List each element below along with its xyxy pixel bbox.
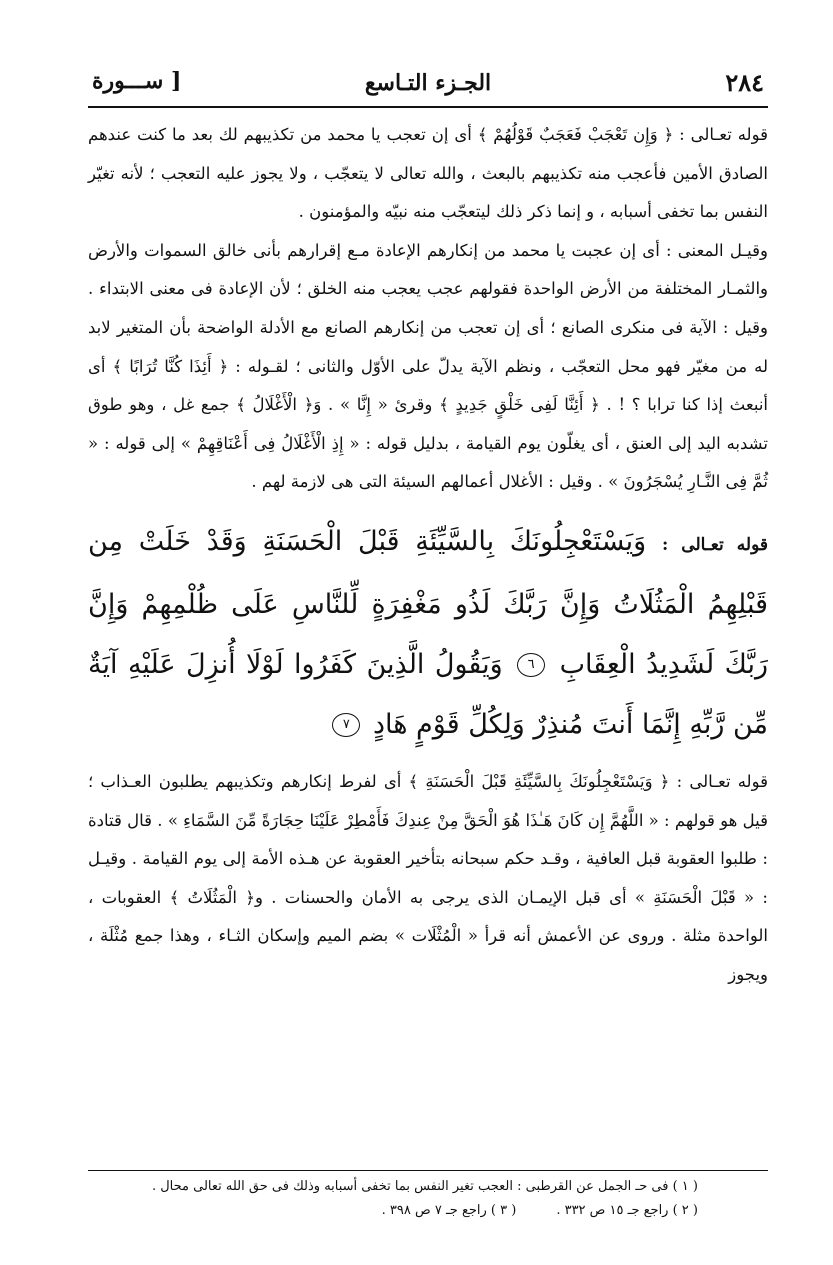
surah-label: [ ســـورة bbox=[92, 68, 182, 94]
paragraph-2: وقيـل المعنى : أى إن عجبت يا محمد من إنكارهم الإعادة مـع إقرارهم بأنى خالق السموات والأرض والثمـار المختلفة من الأرض الواحدة فقولهم عجب يعجب منه الخلق ؛ لأن الإعادة فى معنى الابتداء . وقيل : الآية فى منكرى الصانع ؛ أى إن تعجب من إنكارهم الصانع مع الأدلة الواضحة بأن المتغير لابد له من مغيّر فهو محل التعجّب ، ونظم الآية يدلّ على الأوّل والثانى ؛ لقـوله : ﴿ أَئِذَا كُنَّا تُرَابًا ﴾ أى أنبعث إذا كنا ترابا ؟ ! . ﴿ أَئِنَّا لَفِى خَلْقٍ جَدِيدٍ ﴾ وقرئ « إِنَّا » . وَ﴿ الْأَغْلَالُ ﴾ جمع غل ، وهو طوق تشدبه اليد إلى العنق ، أى يغلّون يوم القيامة ، بدليل قوله : « إِذِ الْأَغْلَالُ فِى أَعْنَاقِهِمْ » إلى قوله : « ثُمَّ فِى النَّـارِ يُسْجَرُونَ » . وقيل : الأغلال أعمالهم السيئة التى هى لازمة لهم . bbox=[88, 240, 768, 492]
verse-7-text: وَيَقُولُ الَّذِينَ كَفَرُوا لَوْلَا أُنزِلَ عَلَيْهِ آيَةٌ مِّن رَّبِّهِ إِنَّمَا أَنتَ مُنذِرٌ وَلِكُلِّ قَوْمٍ هَادٍ bbox=[88, 648, 768, 740]
footnote-3: ( ٣ ) راجع جـ ٧ ص ٣٩٨ . bbox=[381, 1203, 517, 1218]
ayah-number-6: ٦ bbox=[517, 653, 545, 677]
page-number: ٢٨٤ bbox=[725, 68, 764, 97]
footnote-1: ( ١ ) فى حـ الجمل عن القرطبى : العجب تغير النفس بما تخفى أسبابه وذلك فى حق الله تعالى محال . bbox=[151, 1179, 698, 1194]
verse-intro: قوله تعـالى : bbox=[661, 534, 768, 555]
footnote-2: ( ٢ ) راجع جـ ١٥ ص ٣٣٢ . bbox=[556, 1203, 698, 1218]
footnote-row-2 bbox=[88, 1199, 768, 1223]
footnotes bbox=[88, 1170, 768, 1223]
main-text bbox=[88, 116, 768, 502]
ayah-number-7: ٧ bbox=[332, 713, 360, 737]
book-page bbox=[88, 58, 768, 1238]
page-header bbox=[88, 58, 768, 108]
paragraph-1: قوله تعـالى : ﴿ وَإِن تَعْجَبْ فَعَجَبٌ قَوْلُهُمْ ﴾ أى إن تعجب يا محمد من تكذيبهم لك بعد ما كنت عندهم الصادق الأمين فأعجب منه تكذيبهم بالبعث ، والله تعالى لا يتعجّب ، ولا يجوز عليه التعجب ؛ لأنه تغيّر النفس بما تخفى أسبابه ، و إنما ذكر ذلك ليتعجّب منه نبيّه والمؤمنون . bbox=[88, 125, 768, 222]
commentary-text bbox=[88, 763, 768, 995]
quran-verses bbox=[88, 512, 768, 755]
paragraph-3: قوله تعـالى : ﴿ وَيَسْتَعْجِلُونَكَ بِالسَّيِّئَةِ قَبْلَ الْحَسَنَةِ ﴾ أى لفرط إنكارهم وتكذيبهم يطلبون العـذاب ؛ قيل هو قولهم : « اللَّهُمَّ إِن كَانَ هَـٰذَا هُوَ الْحَقَّ مِنْ عِندِكَ فَأَمْطِرْ عَلَيْنَا حِجَارَةً مِّنَ السَّمَاءِ » . قال قتادة : طلبوا العقوبة قبل العافية ، وقـد حكم سبحانه بتأخير العقوبة عن هـذه الأمة إلى يوم القيامة . وقيـل : « قَبْلَ الْحَسَنَةِ » أى قبل الإيمـان الذى يرجى به الأمان والحسنات . و﴿ الْمَثُلَاتُ ﴾ العقوبات ، الواحدة مثلة . وروى عن الأعمش أنه قرأ « الْمُثْلَات » بضم الميم وإسكان الثـاء ، وهذا جمع مُثْلَة ، ويجوز bbox=[88, 771, 768, 984]
verse-6-text: وَيَسْتَعْجِلُونَكَ بِالسَّيِّئَةِ قَبْلَ الْحَسَنَةِ وَقَدْ خَلَتْ مِن قَبْلِهِمُ الْمَثُلَاتُ وَإِنَّ رَبَّكَ لَذُو مَغْفِرَةٍ لِّلنَّاسِ عَلَى ظُلْمِهِمْ وَإِنَّ رَبَّكَ لَشَدِيدُ الْعِقَابِ bbox=[88, 525, 768, 680]
part-title: الجـزء التـاسع bbox=[364, 70, 492, 96]
